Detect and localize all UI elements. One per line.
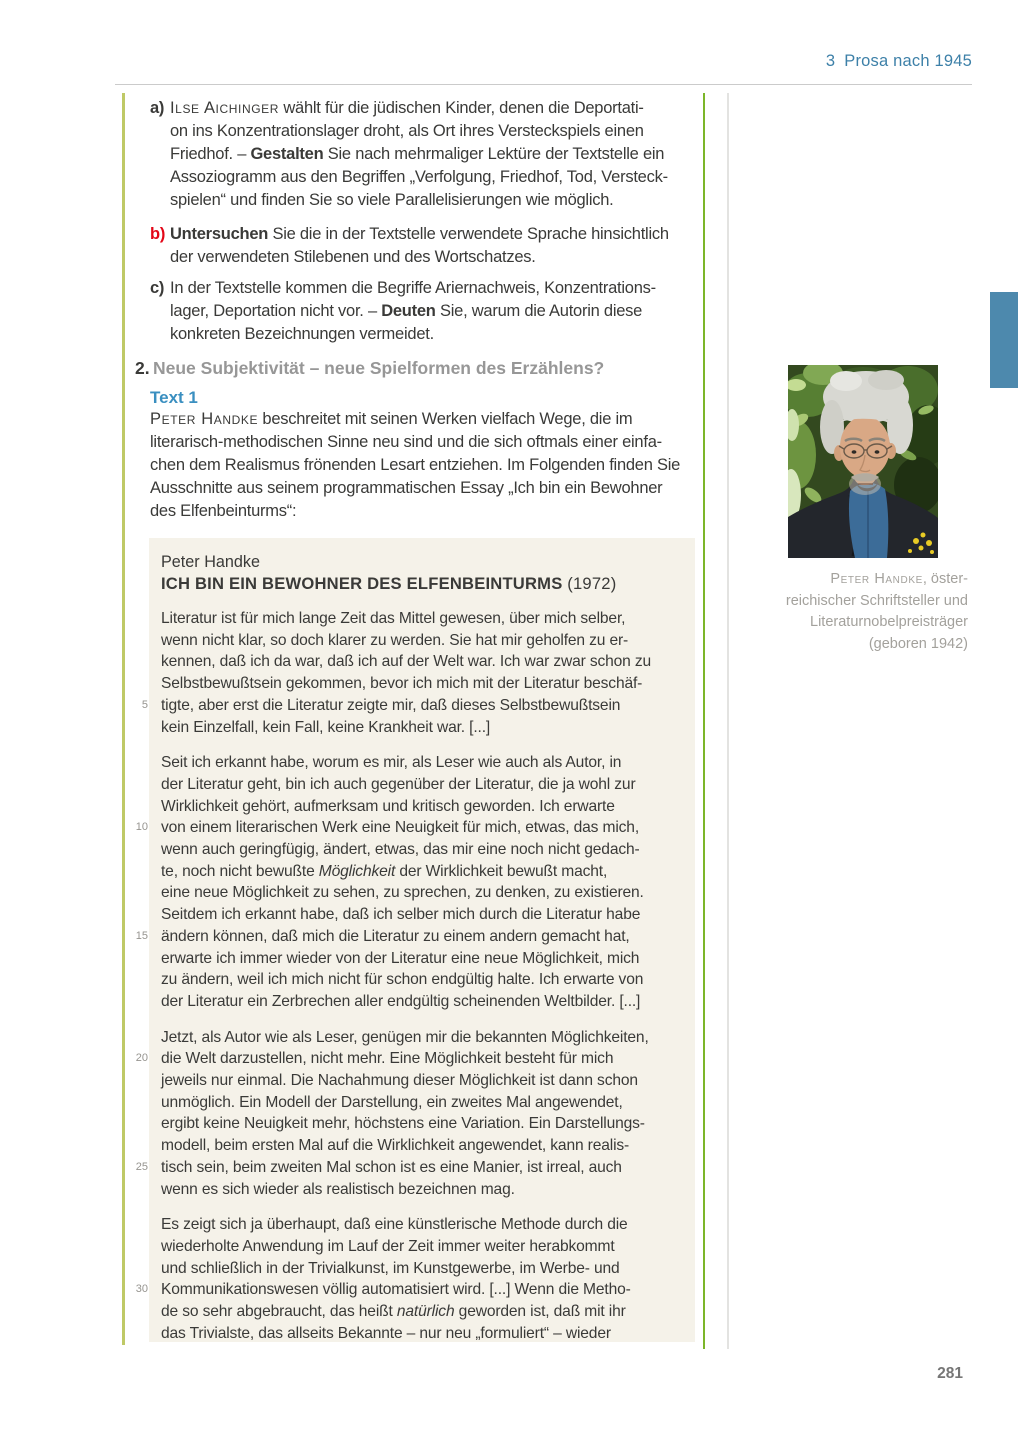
reading-box-line: [161, 839, 695, 861]
exercise-label-c: c): [150, 279, 165, 297]
reading-box-segment: wenn es sich wieder als realistisch bezeichnen mag.: [161, 1180, 515, 1198]
reading-box-line: [161, 774, 695, 796]
header-rule: [115, 84, 972, 85]
chapter-number: 3: [825, 52, 836, 70]
exercise-text-segment: wählt für die jüdischen Kinder, denen die Deportati-: [279, 99, 644, 117]
exercise-text-segment: Deuten: [381, 302, 436, 320]
reading-box-segment: kennen, daß ich da war, daß ich auf der Welt war. Ich war zwar schon zu: [161, 653, 652, 671]
line-number: 15: [135, 929, 148, 942]
caption-segment: (geboren 1942): [868, 635, 968, 652]
caption-segment: reichischer Schriftsteller und: [785, 592, 968, 609]
reading-box-line: [161, 673, 695, 695]
line-number: 30: [135, 1283, 148, 1296]
reading-box-segment: tisch sein, beim zweiten Mal schon ist es eine Manier, ist irreal, auch: [161, 1158, 622, 1176]
exercise-list: [150, 97, 698, 346]
sidebar-rule: [727, 93, 729, 1349]
intro-text-line: [150, 477, 698, 500]
page-number: 281: [937, 1365, 963, 1382]
peter-handke-photo: [788, 365, 938, 558]
exercise-text-segment: konkreten Bezeichnungen vermeidet.: [170, 325, 434, 343]
exercise-text-segment: Gestalten: [250, 145, 324, 163]
exercise-label-b: b): [150, 225, 166, 243]
reading-box-segment: Möglichkeit: [318, 862, 396, 880]
reading-box-segment: erwarte ich immer wieder von der Literatur eine neue Möglichkeit, mich: [161, 949, 640, 967]
reading-box-line: [161, 861, 695, 883]
reading-box-line: [141, 695, 695, 717]
reading-box-segment: von einem literarischen Werk eine Neuigkeit für mich, etwas, das mich,: [161, 819, 640, 837]
reading-box-segment: Es zeigt sich ja überhaupt, daß eine künstlerische Methode durch die: [161, 1216, 628, 1234]
reading-box-segment: te, noch nicht bewußte: [161, 862, 319, 880]
exercise-text-line: [170, 300, 698, 323]
exercise-label-a: a): [150, 99, 165, 117]
caption-line: [718, 634, 968, 656]
intro-text-segment: chen dem Realismus frönenden Lesart entziehen. Im Folgenden finden Sie: [150, 456, 681, 474]
reading-box-line: [161, 882, 695, 904]
intro-text-segment: Peter Handke: [150, 410, 259, 428]
exercise-item-a: [150, 97, 698, 212]
exercise-text-segment: spielen“ und finden Sie so viele Parallelisierungen wie möglich.: [170, 191, 614, 209]
reading-box-line: [161, 1113, 695, 1135]
reading-box-segment: jeweils nur einmal. Die Nachahmung dieser Möglichkeit ist dann schon: [161, 1072, 638, 1090]
caption-segment: , öster-: [922, 571, 968, 587]
reading-box-segment: modell, beim ersten Mal auf die Wirklichkeit angewendet, kann realis-: [161, 1137, 630, 1155]
reading-box-segment: Kommunikationswesen völlig automatisiert wird. [...] Wenn die Metho-: [161, 1281, 631, 1299]
reading-box-line: [161, 717, 695, 739]
exercise-text-line: [170, 97, 698, 120]
section-heading: [135, 358, 604, 379]
chapter-edge-tab: [990, 292, 1018, 388]
reading-box-segment: und schließlich in der Trivialkunst, im Kunstgewerbe, im Werbe- und: [161, 1259, 620, 1277]
reading-box-line: [161, 991, 695, 1013]
exercise-text-line: [170, 223, 698, 246]
exercise-text-segment: on ins Konzentrationslager droht, als Ort ihres Versteckspiels einen: [170, 122, 644, 140]
reading-box-year: (1972): [562, 574, 617, 593]
reading-box-line: [135, 817, 695, 839]
reading-box-line: [161, 630, 695, 652]
intro-text-line: [150, 408, 698, 431]
section-number: 2.: [135, 358, 150, 378]
exercise-text-segment: Assoziogramm aus den Begriffen „Verfolgung, Friedhof, Tod, Versteck-: [170, 168, 668, 186]
reading-box-line: [161, 796, 695, 818]
reading-box-line: [161, 608, 695, 630]
section-title: Neue Subjektivität – neue Spielformen des Erzählens?: [153, 358, 605, 378]
caption-segment: Peter Handke: [830, 571, 923, 587]
line-number: 10: [135, 821, 148, 834]
reading-box-segment: Literatur ist für mich lange Zeit das Mittel gewesen, über mich selber,: [161, 610, 626, 627]
peter-handke-portrait-illustration: [788, 365, 938, 558]
caption-line: [718, 612, 968, 634]
exercise-text-segment: Ilse Aichinger: [170, 99, 280, 117]
column-divider-rule: [703, 93, 705, 1349]
reading-box-line: [135, 1279, 695, 1301]
reading-box-line: [161, 1027, 695, 1049]
exercise-text-segment: Sie, warum die Autorin diese: [435, 302, 643, 320]
reading-box-line: [161, 948, 695, 970]
reading-box-segment: eine neue Möglichkeit zu sehen, zu sprechen, zu denken, zu existieren.: [161, 884, 644, 902]
reading-box-segment: tigte, aber erst die Literatur zeigte mir, daß dieses Selbstbewußtsein: [161, 696, 621, 714]
photo-caption: [718, 569, 968, 655]
reading-box-line: [161, 1301, 695, 1323]
caption-line: [718, 591, 968, 613]
reading-box-segment: der Literatur geht, bin ich auch gegenüber der Literatur, die ja wohl zur: [161, 775, 636, 793]
exercise-text-line: [170, 166, 698, 189]
exercise-text-line: [170, 246, 698, 269]
exercise-text-segment: Sie nach mehrmaliger Lektüre der Textstelle ein: [323, 145, 665, 163]
reading-box-segment: natürlich: [396, 1303, 455, 1321]
exercise-text-line: [170, 143, 698, 166]
reading-box-title: [161, 573, 695, 595]
reading-box-line: [161, 1323, 695, 1345]
reading-box-line: [161, 1258, 695, 1280]
exercise-text-segment: Sie die in der Textstelle verwendete Sprache hinsichtlich: [268, 225, 669, 243]
reading-box-segment: kein Einzelfall, kein Fall, keine Krankheit war. [...]: [161, 718, 491, 736]
exercise-text-segment: lager, Deportation nicht vor. –: [170, 302, 382, 320]
intro-text-line: [150, 431, 698, 454]
reading-box-line: [161, 651, 695, 673]
caption-line: [718, 569, 968, 591]
reading-box-segment: der Wirklichkeit bewußt macht,: [395, 862, 608, 880]
exercise-item-b: [150, 223, 698, 269]
reading-box-segment: Wirklichkeit gehört, aufmerksam und kritisch geworden. Ich erwarte: [161, 797, 615, 815]
reading-box-line: [161, 752, 695, 774]
intro-text-line: [150, 500, 698, 523]
reading-box-line: [161, 1092, 695, 1114]
exercise-text-segment: In der Textstelle kommen die Begriffe Ariernachweis, Konzentrations-: [170, 279, 656, 297]
reading-box-segment: de so sehr abgebraucht, das heißt: [161, 1303, 397, 1321]
intro-text-segment: des Elfenbeinturms“:: [150, 502, 297, 520]
reading-box-line: [161, 1179, 695, 1201]
text-label: Text 1: [150, 388, 198, 407]
reading-box-title-text: ICH BIN EIN BEWOHNER DES ELFENBEINTURMS: [161, 574, 563, 593]
reading-box-line: [161, 904, 695, 926]
exercise-text-line: [170, 120, 698, 143]
exercise-text-line: [170, 189, 698, 212]
reading-box-segment: Selbstbewußtsein gekommen, bevor ich mich mit der Literatur beschäf-: [161, 675, 643, 693]
exercise-text-line: [170, 277, 698, 300]
reading-box-segment: geworden ist, daß mit ihr: [454, 1303, 626, 1321]
chapter-title: Prosa nach 1945: [844, 52, 972, 70]
reading-box-segment: Seit ich erkannt habe, worum es mir, als Leser wie auch als Autor, in: [161, 754, 622, 772]
reading-box-segment: zu ändern, weil ich mich nicht für schon endgültig halte. Ich erwarte von: [161, 971, 644, 989]
line-number: 20: [135, 1052, 148, 1065]
reading-box-line: [135, 1157, 695, 1179]
intro-text-segment: beschreitet mit seinen Werken vielfach Wege, die im: [258, 410, 633, 428]
line-number: 25: [135, 1160, 148, 1173]
intro-paragraph: [150, 408, 698, 523]
reading-box-segment: der Literatur ein Zerbrechen aller endgültig scheinenden Weltbilder. [...]: [161, 992, 641, 1010]
reading-box-segment: Jetzt, als Autor wie als Leser, genügen mir die bekannten Möglichkeiten,: [161, 1028, 649, 1046]
caption-segment: Literaturnobelpreisträger: [810, 614, 968, 630]
reading-box-line: [135, 926, 695, 948]
reading-box-segment: ergibt keine Neuigkeit mehr, höchstens eine Variation. Ein Darstellungs-: [161, 1115, 645, 1133]
reading-box-segment: ändern können, daß mich die Literatur zu einem andern gemacht hat,: [161, 927, 630, 945]
intro-text-segment: Ausschnitte aus seinem programmatischen Essay „Ich bin ein Bewohner: [150, 479, 663, 497]
line-number: 5: [141, 698, 148, 711]
reading-box-segment: Seitdem ich erkannt habe, daß ich selber mich durch die Literatur habe: [161, 906, 641, 924]
reading-box-line: [135, 1048, 695, 1070]
exercise-text-segment: Friedhof. –: [170, 145, 251, 163]
reading-box-segment: unmöglich. Ein Modell der Darstellung, ein zweites Mal angewendet,: [161, 1093, 623, 1111]
reading-box-segment: das Trivialste, das allseits Bekannte – nur neu „formuliert“ – wieder: [161, 1324, 611, 1342]
reading-box: [135, 538, 695, 1342]
reading-box-line: [161, 1135, 695, 1157]
running-header: [826, 52, 972, 71]
reading-box-segment: wiederholte Anwendung im Lauf der Zeit immer weiter herabkommt: [161, 1237, 615, 1255]
reading-box-line: [161, 1070, 695, 1092]
reading-box-author: Peter Handke: [161, 553, 260, 571]
exercise-text-segment: Untersuchen: [170, 225, 269, 243]
intro-text-line: [150, 454, 698, 477]
intro-text-segment: literarisch-methodischen Sinne neu sind und die sich oftmals einer einfa-: [150, 433, 662, 451]
reading-box-segment: wenn nicht klar, so doch klarer zu werden. Sie hat mir geholfen zu er-: [161, 631, 629, 649]
exercise-text-line: [170, 323, 698, 346]
reading-box-line: [161, 1214, 695, 1236]
exercise-item-c: [150, 277, 698, 346]
reading-box-segment: wenn auch geringfügig, ändert, etwas, das mir eine noch nicht gedach-: [161, 841, 640, 859]
exercise-text-segment: der verwendeten Stilebenen und des Wortschatzes.: [170, 248, 536, 266]
reading-box-line: [161, 969, 695, 991]
reading-box-body: [135, 608, 695, 1345]
reading-box-segment: die Welt darzustellen, nicht mehr. Eine Möglichkeit besteht für mich: [161, 1050, 614, 1068]
reading-box-line: [161, 1236, 695, 1258]
